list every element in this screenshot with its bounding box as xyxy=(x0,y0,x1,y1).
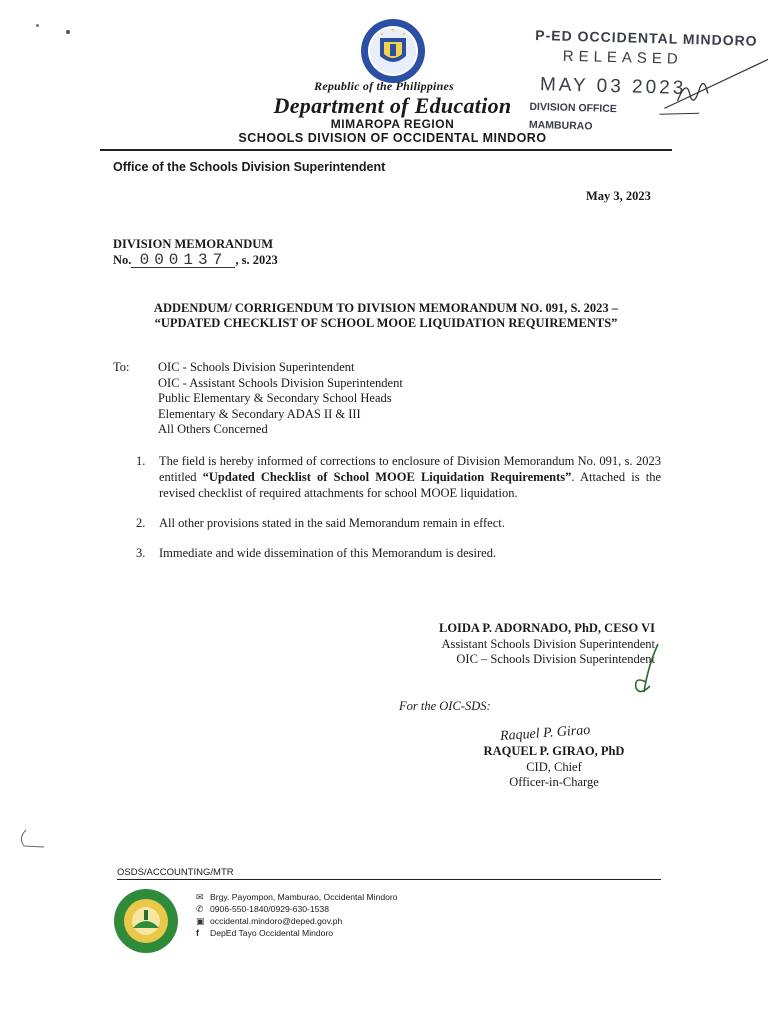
scan-smudge xyxy=(16,828,66,850)
stamp-signature-scribble xyxy=(659,48,768,121)
list-item xyxy=(136,515,661,531)
footer-reference-code: OSDS/ACCOUNTING/MTR xyxy=(117,867,234,878)
stamp-division: DIVISION OFFICE xyxy=(529,100,618,116)
header-rule xyxy=(100,149,672,151)
contact-block xyxy=(196,891,398,939)
scan-speck xyxy=(36,24,39,27)
contact-address: Brgy. Payompon, Mamburao, Occidental Mindoro xyxy=(210,892,398,902)
memo-date: May 3, 2023 xyxy=(586,189,651,203)
stamp-office: P-ED OCCIDENTAL MINDORO xyxy=(535,26,758,49)
division-logo xyxy=(113,888,179,954)
recipient-item: Public Elementary & Secondary School Heads xyxy=(158,391,392,406)
contact-facebook[interactable]: DepEd Tayo Occidental Mindoro xyxy=(210,928,334,938)
contact-email[interactable]: occidental.mindoro@deped.gov.ph xyxy=(210,916,343,926)
released-stamp xyxy=(529,25,768,146)
item-text: All other provisions stated in the said Memorandum remain in effect. xyxy=(159,516,505,530)
contact-row xyxy=(196,915,398,927)
memo-number: 000137 xyxy=(131,253,235,268)
signatory-title: CID, Chief xyxy=(526,759,582,774)
email-icon: ▣ xyxy=(196,916,205,926)
phone-icon: ✆ xyxy=(196,904,204,914)
recipient-item: OIC - Assistant Schools Division Superintendent xyxy=(158,375,403,390)
item-number: 1. xyxy=(136,454,146,468)
contact-phone: 0906-550-1840/0929-630-1538 xyxy=(210,904,329,914)
department-heading: Department of Education xyxy=(273,93,512,118)
item-text xyxy=(159,453,661,501)
republic-heading: Republic of the Philippines xyxy=(314,79,454,93)
facebook-icon: f xyxy=(196,928,199,938)
handwritten-signature: Raquel P. Girao xyxy=(499,722,591,745)
item-text: Immediate and wide dissemination of this Memorandum is desired. xyxy=(159,546,497,560)
stamp-date: MAY 03 2023 xyxy=(539,74,687,99)
mail-icon: ✉ xyxy=(196,892,204,902)
subject-line-1: ADDENDUM/ CORRIGENDUM TO DIVISION MEMORANDUM NO. 091, S. 2023 – xyxy=(153,301,619,315)
memo-series: , s. 2023 xyxy=(235,253,278,267)
item-text-part: The field is hereby informed of corrections to enclosure of Division Memorandum No. 091, s. 2023 entitled xyxy=(159,454,661,484)
to-label: To: xyxy=(113,360,130,374)
memo-number-prefix: No. xyxy=(113,253,132,267)
division-heading: SCHOOLS DIVISION OF OCCIDENTAL MINDORO xyxy=(238,131,547,145)
recipient-item: OIC - Schools Division Superintendent xyxy=(158,360,355,374)
scan-speck xyxy=(66,30,70,34)
signatory-block-2 xyxy=(470,744,638,791)
deped-seal-logo xyxy=(360,18,426,84)
contact-row xyxy=(196,903,398,915)
stamp-place: MAMBURAO xyxy=(528,118,593,133)
signatory-title: Officer-in-Charge xyxy=(509,775,599,790)
recipient-item: All Others Concerned xyxy=(158,422,268,437)
region-heading: MIMAROPA REGION xyxy=(330,117,455,131)
office-line: Office of the Schools Division Superintendent xyxy=(113,160,386,174)
signatory-title: OIC – Schools Division Superintendent xyxy=(456,652,655,667)
contact-row xyxy=(196,927,398,939)
for-oic-line: For the OIC-SDS: xyxy=(399,699,491,713)
item-text-emphasis: “Updated Checklist of School MOOE Liquidation Requirements” xyxy=(202,470,572,484)
recipient-list xyxy=(158,360,403,438)
signatory-block xyxy=(395,621,655,668)
item-number: 3. xyxy=(136,546,146,560)
memo-number-row xyxy=(113,253,278,268)
memo-label: DIVISION MEMORANDUM xyxy=(113,237,274,251)
item-text-part: . Attached is the revised checklist of required attachments for school MOOE liquidation. xyxy=(159,470,661,500)
list-item xyxy=(136,453,661,501)
memo-body-list xyxy=(136,453,661,575)
subject-line-2: “UPDATED CHECKLIST OF SCHOOL MOOE LIQUIDATION REQUIREMENTS” xyxy=(154,316,618,330)
contact-row xyxy=(196,891,398,903)
list-item xyxy=(136,545,661,561)
item-number: 2. xyxy=(136,516,146,530)
stamp-released: RELEASED xyxy=(562,47,683,68)
footer-rule xyxy=(117,879,661,880)
recipient-item: Elementary & Secondary ADAS II & III xyxy=(158,406,361,421)
signatory-name: RAQUEL P. GIRAO, PhD xyxy=(483,744,625,758)
signatory-name: LOIDA P. ADORNADO, PhD, CESO VI xyxy=(438,621,655,635)
signatory-title: Assistant Schools Division Superintendent xyxy=(441,636,655,651)
initial-signature xyxy=(626,642,662,698)
memo-subject xyxy=(100,301,672,331)
